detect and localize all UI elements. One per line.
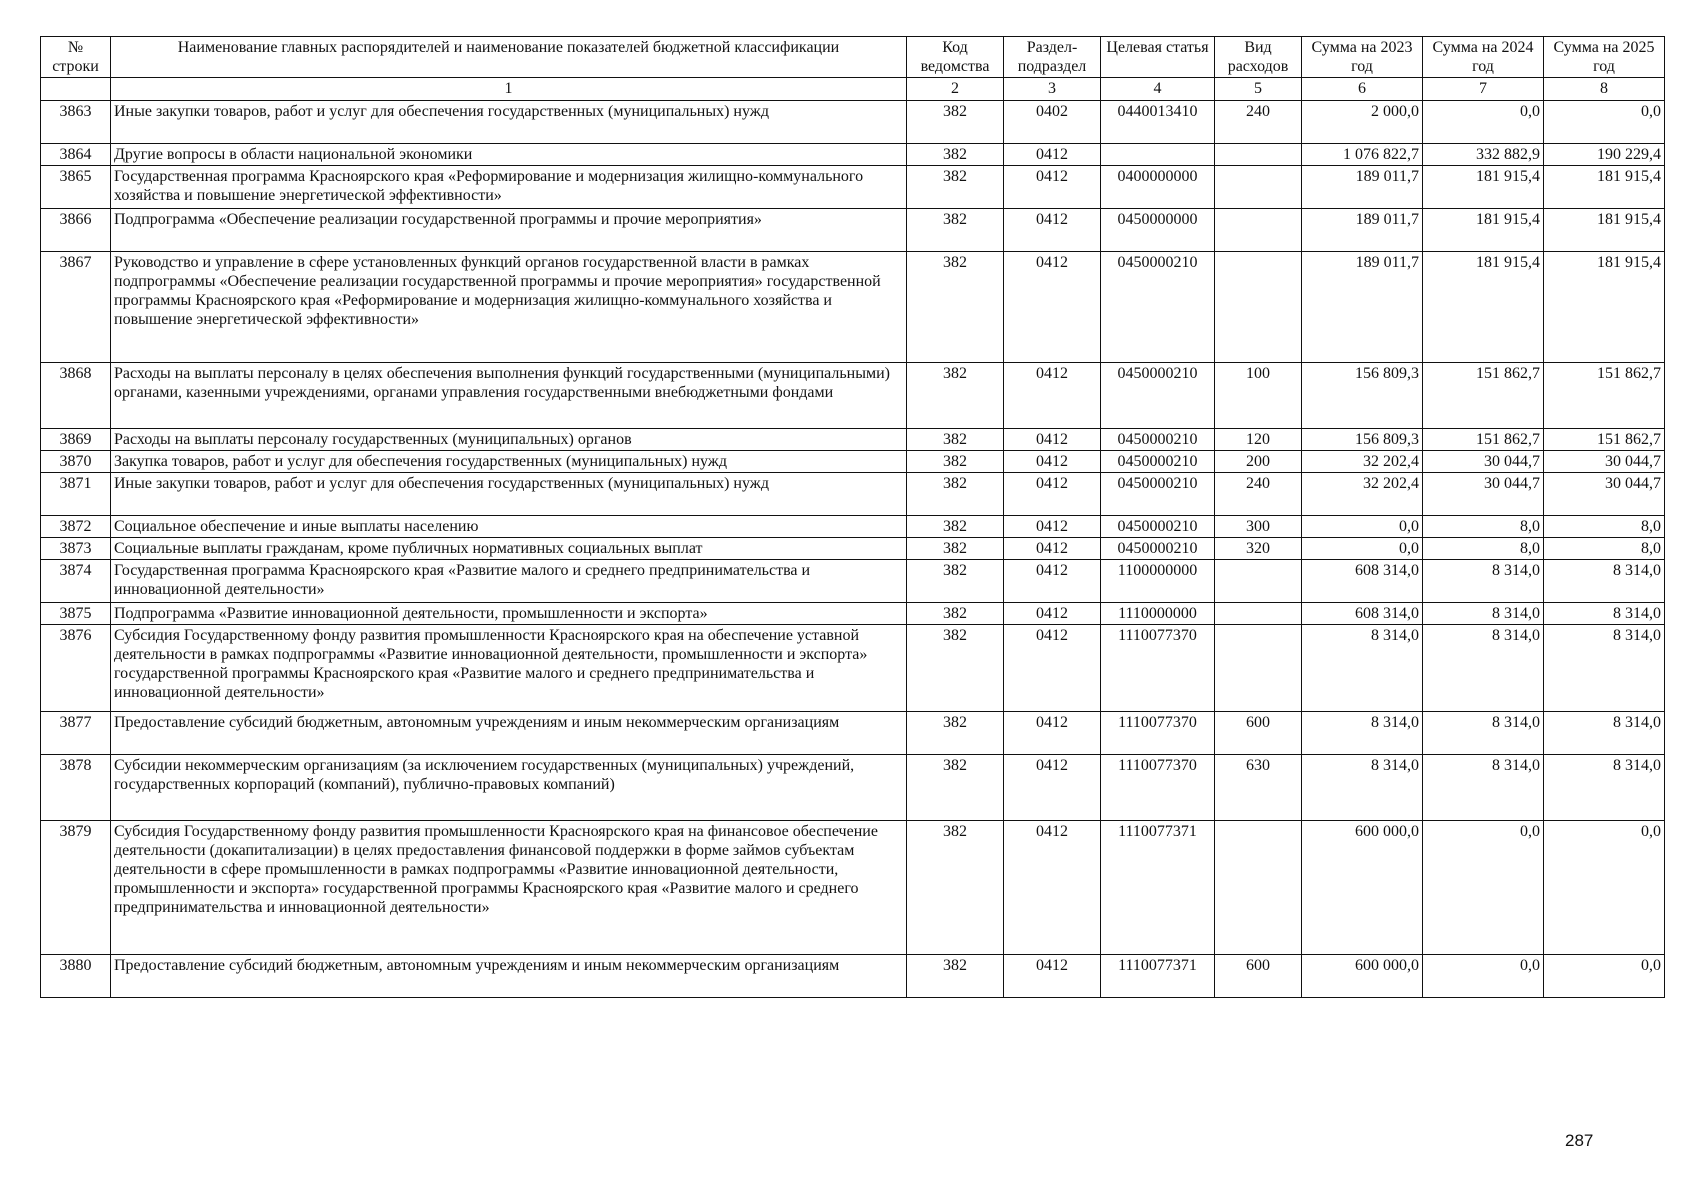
row-number: 3867 (41, 252, 111, 363)
header-target: Целевая статья (1101, 37, 1215, 78)
row-section: 0412 (1004, 144, 1101, 166)
row-sum-2023: 156 809,3 (1302, 429, 1423, 451)
column-number: 8 (1544, 78, 1665, 101)
row-number: 3863 (41, 101, 111, 144)
table-row (41, 538, 1665, 560)
table-row (41, 363, 1665, 429)
row-sum-2024: 8 314,0 (1423, 755, 1544, 821)
row-name: Подпрограмма «Обеспечение реализации государственной программы и прочие мероприятия» (111, 209, 907, 252)
row-section: 0412 (1004, 538, 1101, 560)
row-sum-2023: 32 202,4 (1302, 473, 1423, 516)
row-target: 0450000210 (1101, 429, 1215, 451)
row-name: Другие вопросы в области национальной экономики (111, 144, 907, 166)
row-expense-type: 240 (1215, 473, 1302, 516)
row-sum-2023: 189 011,7 (1302, 252, 1423, 363)
row-dept-code: 382 (907, 516, 1004, 538)
row-dept-code: 382 (907, 712, 1004, 755)
row-sum-2023: 608 314,0 (1302, 560, 1423, 603)
row-target: 0450000210 (1101, 473, 1215, 516)
row-expense-type (1215, 603, 1302, 625)
row-section: 0402 (1004, 101, 1101, 144)
row-section: 0412 (1004, 712, 1101, 755)
column-number: 1 (111, 78, 907, 101)
row-target: 0400000000 (1101, 166, 1215, 209)
row-section: 0412 (1004, 429, 1101, 451)
row-name: Государственная программа Красноярского края «Реформирование и модернизация жилищно-коммунального хозяйства и повышение энергетической эффективности» (111, 166, 907, 209)
table-row (41, 712, 1665, 755)
row-sum-2023: 8 314,0 (1302, 755, 1423, 821)
column-number: 7 (1423, 78, 1544, 101)
table-row (41, 209, 1665, 252)
row-number: 3865 (41, 166, 111, 209)
row-sum-2023: 1 076 822,7 (1302, 144, 1423, 166)
row-sum-2023: 189 011,7 (1302, 166, 1423, 209)
row-sum-2023: 600 000,0 (1302, 821, 1423, 955)
row-expense-type (1215, 166, 1302, 209)
row-section: 0412 (1004, 451, 1101, 473)
row-target: 0450000210 (1101, 516, 1215, 538)
row-expense-type (1215, 144, 1302, 166)
table-row (41, 451, 1665, 473)
row-expense-type (1215, 252, 1302, 363)
column-number: 4 (1101, 78, 1215, 101)
table-row (41, 473, 1665, 516)
row-name: Государственная программа Красноярского края «Развитие малого и среднего предпринимательства и инновационной деятельности» (111, 560, 907, 603)
row-dept-code: 382 (907, 821, 1004, 955)
row-dept-code: 382 (907, 473, 1004, 516)
row-number: 3864 (41, 144, 111, 166)
row-sum-2023: 608 314,0 (1302, 603, 1423, 625)
row-sum-2024: 30 044,7 (1423, 473, 1544, 516)
row-number: 3873 (41, 538, 111, 560)
row-section: 0412 (1004, 209, 1101, 252)
header-sum-2023: Сумма на 2023 год (1302, 37, 1423, 78)
row-sum-2024: 8 314,0 (1423, 560, 1544, 603)
table-row (41, 166, 1665, 209)
header-expense-type: Вид расходов (1215, 37, 1302, 78)
header-sum-2025: Сумма на 2025 год (1544, 37, 1665, 78)
row-target: 0450000000 (1101, 209, 1215, 252)
row-name: Руководство и управление в сфере установленных функций органов государственной власти в рамках подпрограммы «Обеспечение реализации государственной программы и прочие мероприятия» государственной программы Красноярского края «Реформирование и модернизация жилищно-коммунального хозяйства и повышение энергетической эффективности» (111, 252, 907, 363)
row-expense-type (1215, 209, 1302, 252)
table-body (41, 101, 1665, 998)
row-expense-type: 300 (1215, 516, 1302, 538)
column-number: 6 (1302, 78, 1423, 101)
row-sum-2024: 8 314,0 (1423, 625, 1544, 712)
table-row (41, 101, 1665, 144)
row-target: 1110000000 (1101, 603, 1215, 625)
row-number: 3868 (41, 363, 111, 429)
row-dept-code: 382 (907, 429, 1004, 451)
row-target (1101, 144, 1215, 166)
row-sum-2025: 8 314,0 (1544, 625, 1665, 712)
row-sum-2025: 0,0 (1544, 101, 1665, 144)
row-sum-2023: 0,0 (1302, 516, 1423, 538)
row-name: Субсидии некоммерческим организациям (за исключением государственных (муниципальных) учреждений, государственных корпораций (компаний), публично-правовых компаний) (111, 755, 907, 821)
row-sum-2025: 0,0 (1544, 955, 1665, 998)
row-sum-2025: 190 229,4 (1544, 144, 1665, 166)
table-row (41, 560, 1665, 603)
row-sum-2023: 0,0 (1302, 538, 1423, 560)
row-expense-type (1215, 560, 1302, 603)
row-sum-2024: 181 915,4 (1423, 209, 1544, 252)
row-sum-2024: 332 882,9 (1423, 144, 1544, 166)
row-section: 0412 (1004, 821, 1101, 955)
row-number: 3869 (41, 429, 111, 451)
row-number: 3872 (41, 516, 111, 538)
table-row (41, 755, 1665, 821)
row-dept-code: 382 (907, 166, 1004, 209)
row-number: 3866 (41, 209, 111, 252)
row-sum-2025: 151 862,7 (1544, 429, 1665, 451)
row-expense-type (1215, 625, 1302, 712)
row-section: 0412 (1004, 755, 1101, 821)
row-sum-2024: 151 862,7 (1423, 429, 1544, 451)
row-sum-2025: 181 915,4 (1544, 209, 1665, 252)
row-sum-2024: 8,0 (1423, 538, 1544, 560)
row-sum-2025: 8,0 (1544, 516, 1665, 538)
row-expense-type: 240 (1215, 101, 1302, 144)
row-section: 0412 (1004, 560, 1101, 603)
row-sum-2025: 181 915,4 (1544, 166, 1665, 209)
row-dept-code: 382 (907, 101, 1004, 144)
row-target: 1110077371 (1101, 955, 1215, 998)
row-number: 3876 (41, 625, 111, 712)
row-sum-2025: 0,0 (1544, 821, 1665, 955)
row-dept-code: 382 (907, 603, 1004, 625)
row-number: 3875 (41, 603, 111, 625)
row-name: Субсидия Государственному фонду развития промышленности Красноярского края на обеспечение уставной деятельности в рамках подпрограммы «Развитие инновационной деятельности, промышленности и экспорта» государственной программы Красноярского края «Развитие малого и среднего предпринимательства и инновационной деятельности» (111, 625, 907, 712)
row-sum-2023: 189 011,7 (1302, 209, 1423, 252)
row-sum-2024: 0,0 (1423, 955, 1544, 998)
row-expense-type (1215, 821, 1302, 955)
row-name: Подпрограмма «Развитие инновационной деятельности, промышленности и экспорта» (111, 603, 907, 625)
row-number: 3871 (41, 473, 111, 516)
table-row (41, 625, 1665, 712)
row-number: 3879 (41, 821, 111, 955)
budget-table (40, 36, 1665, 998)
table-header-row (41, 37, 1665, 78)
row-section: 0412 (1004, 473, 1101, 516)
row-target: 0450000210 (1101, 252, 1215, 363)
header-name: Наименование главных распорядителей и наименование показателей бюджетной классификации (111, 37, 907, 78)
row-target: 1110077370 (1101, 625, 1215, 712)
row-section: 0412 (1004, 955, 1101, 998)
header-row-no: № строки (41, 37, 111, 78)
row-name: Иные закупки товаров, работ и услуг для обеспечения государственных (муниципальных) нужд (111, 101, 907, 144)
row-sum-2024: 0,0 (1423, 101, 1544, 144)
row-sum-2023: 2 000,0 (1302, 101, 1423, 144)
row-name: Предоставление субсидий бюджетным, автономным учреждениям и иным некоммерческим организациям (111, 712, 907, 755)
row-sum-2025: 30 044,7 (1544, 451, 1665, 473)
row-name: Закупка товаров, работ и услуг для обеспечения государственных (муниципальных) нужд (111, 451, 907, 473)
row-expense-type: 600 (1215, 712, 1302, 755)
column-number: 5 (1215, 78, 1302, 101)
row-target: 1100000000 (1101, 560, 1215, 603)
row-expense-type: 600 (1215, 955, 1302, 998)
header-sum-2024: Сумма на 2024 год (1423, 37, 1544, 78)
row-sum-2024: 181 915,4 (1423, 252, 1544, 363)
row-dept-code: 382 (907, 209, 1004, 252)
row-sum-2024: 8 314,0 (1423, 603, 1544, 625)
table-row (41, 516, 1665, 538)
row-expense-type: 120 (1215, 429, 1302, 451)
row-section: 0412 (1004, 625, 1101, 712)
row-target: 1110077370 (1101, 755, 1215, 821)
row-sum-2024: 181 915,4 (1423, 166, 1544, 209)
row-dept-code: 382 (907, 363, 1004, 429)
table-row (41, 955, 1665, 998)
row-sum-2024: 8,0 (1423, 516, 1544, 538)
row-sum-2023: 600 000,0 (1302, 955, 1423, 998)
table-row (41, 252, 1665, 363)
row-expense-type: 630 (1215, 755, 1302, 821)
row-dept-code: 382 (907, 538, 1004, 560)
row-target: 0450000210 (1101, 363, 1215, 429)
row-sum-2025: 30 044,7 (1544, 473, 1665, 516)
row-sum-2025: 8 314,0 (1544, 755, 1665, 821)
row-name: Субсидия Государственному фонду развития промышленности Красноярского края на финансовое обеспечение деятельности (докапитализации) в целях предоставления финансовой поддержки в форме займов субъектам деятельности в сфере промышленности в рамках подпрограммы «Развитие инновационной деятельности, промышленности и экспорта» государственной программы Красноярского края «Развитие малого и среднего предпринимательства и инновационной деятельности» (111, 821, 907, 955)
row-dept-code: 382 (907, 955, 1004, 998)
row-number: 3877 (41, 712, 111, 755)
row-name: Расходы на выплаты персоналу в целях обеспечения выполнения функций государственными (муниципальными) органами, казенными учреждениями, органами управления государственными внебюджетными фондами (111, 363, 907, 429)
row-section: 0412 (1004, 363, 1101, 429)
row-sum-2025: 8 314,0 (1544, 560, 1665, 603)
row-number: 3874 (41, 560, 111, 603)
row-name: Иные закупки товаров, работ и услуг для обеспечения государственных (муниципальных) нужд (111, 473, 907, 516)
page-number: 287 (1565, 1131, 1594, 1150)
row-number: 3878 (41, 755, 111, 821)
table-row (41, 603, 1665, 625)
row-sum-2023: 32 202,4 (1302, 451, 1423, 473)
row-name: Расходы на выплаты персоналу государственных (муниципальных) органов (111, 429, 907, 451)
row-dept-code: 382 (907, 755, 1004, 821)
row-sum-2025: 8,0 (1544, 538, 1665, 560)
row-number: 3870 (41, 451, 111, 473)
row-target: 0450000210 (1101, 538, 1215, 560)
row-sum-2023: 8 314,0 (1302, 625, 1423, 712)
row-name: Социальное обеспечение и иные выплаты населению (111, 516, 907, 538)
row-name: Предоставление субсидий бюджетным, автономным учреждениям и иным некоммерческим организациям (111, 955, 907, 998)
row-expense-type: 100 (1215, 363, 1302, 429)
row-dept-code: 382 (907, 144, 1004, 166)
column-number: 2 (907, 78, 1004, 101)
row-sum-2025: 8 314,0 (1544, 712, 1665, 755)
row-dept-code: 382 (907, 625, 1004, 712)
row-sum-2024: 8 314,0 (1423, 712, 1544, 755)
row-dept-code: 382 (907, 560, 1004, 603)
row-expense-type: 320 (1215, 538, 1302, 560)
row-section: 0412 (1004, 603, 1101, 625)
row-sum-2024: 0,0 (1423, 821, 1544, 955)
row-section: 0412 (1004, 166, 1101, 209)
row-name: Социальные выплаты гражданам, кроме публичных нормативных социальных выплат (111, 538, 907, 560)
row-sum-2025: 151 862,7 (1544, 363, 1665, 429)
row-sum-2023: 156 809,3 (1302, 363, 1423, 429)
row-section: 0412 (1004, 252, 1101, 363)
row-sum-2025: 181 915,4 (1544, 252, 1665, 363)
table-row (41, 821, 1665, 955)
row-target: 0440013410 (1101, 101, 1215, 144)
row-sum-2024: 30 044,7 (1423, 451, 1544, 473)
row-sum-2023: 8 314,0 (1302, 712, 1423, 755)
row-expense-type: 200 (1215, 451, 1302, 473)
row-number: 3880 (41, 955, 111, 998)
column-number-row (41, 78, 1665, 101)
row-target: 1110077370 (1101, 712, 1215, 755)
column-number (41, 78, 111, 101)
row-sum-2025: 8 314,0 (1544, 603, 1665, 625)
row-sum-2024: 151 862,7 (1423, 363, 1544, 429)
header-dept-code: Код ведомства (907, 37, 1004, 78)
row-dept-code: 382 (907, 252, 1004, 363)
row-dept-code: 382 (907, 451, 1004, 473)
table-row (41, 429, 1665, 451)
table-row (41, 144, 1665, 166)
row-section: 0412 (1004, 516, 1101, 538)
row-target: 1110077371 (1101, 821, 1215, 955)
header-section: Раздел-подраздел (1004, 37, 1101, 78)
column-number: 3 (1004, 78, 1101, 101)
row-target: 0450000210 (1101, 451, 1215, 473)
